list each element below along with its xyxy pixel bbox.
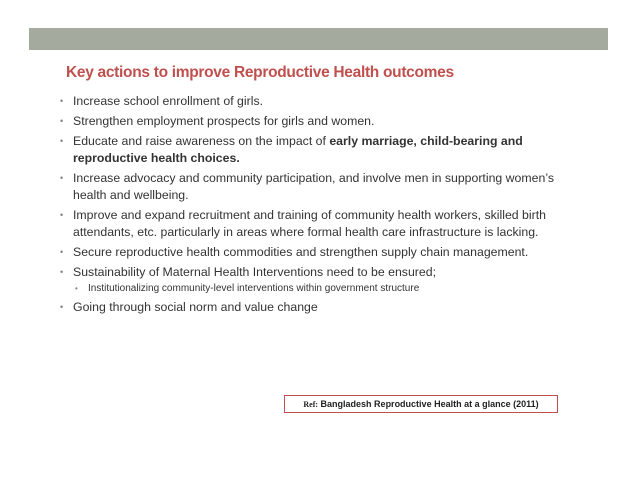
sub-bullet-list: [73, 282, 578, 296]
bullet-item: [58, 299, 578, 316]
header-bar: [29, 28, 608, 50]
bullet-item: [58, 170, 578, 204]
bullet-item: [58, 133, 578, 167]
bullet-text: Going through social norm and value change: [73, 300, 318, 314]
bullet-item: [58, 113, 578, 130]
reference-box: [284, 395, 558, 413]
slide-title: Key actions to improve Reproductive Health outcomes: [66, 64, 454, 81]
bullet-emphasis: early marriage, child-bearing and reproductive health choices.: [73, 134, 523, 165]
bullet-text: Increase school enrollment of girls.: [73, 94, 264, 108]
bullet-item: [58, 93, 578, 110]
bullet-text: Improve and expand recruitment and training of community health workers, skilled birth attendants, etc. particularly in areas where formal health care infrastructure is lacking.: [73, 208, 546, 239]
reference-text: Bangladesh Reproductive Health at a glance (2011): [320, 399, 539, 409]
sub-bullet-text: Institutionalizing community-level interventions within government structure: [88, 283, 420, 294]
bullet-text: Sustainability of Maternal Health Interventions need to be ensured;: [73, 265, 436, 279]
bullet-item: [58, 264, 578, 296]
bullet-list: [58, 93, 578, 319]
bullet-text: Increase advocacy and community participation, and involve men in supporting women’s health and wellbeing.: [73, 171, 554, 202]
bullet-item: [58, 244, 578, 261]
bullet-text: Educate and raise awareness on the impact of: [73, 134, 330, 148]
sub-bullet-item: [73, 282, 578, 296]
bullet-text: Secure reproductive health commodities and strengthen supply chain management.: [73, 245, 529, 259]
bullet-item: [58, 207, 578, 241]
bullet-text: Strengthen employment prospects for girls and women.: [73, 114, 375, 128]
reference-label: Ref:: [303, 400, 319, 409]
